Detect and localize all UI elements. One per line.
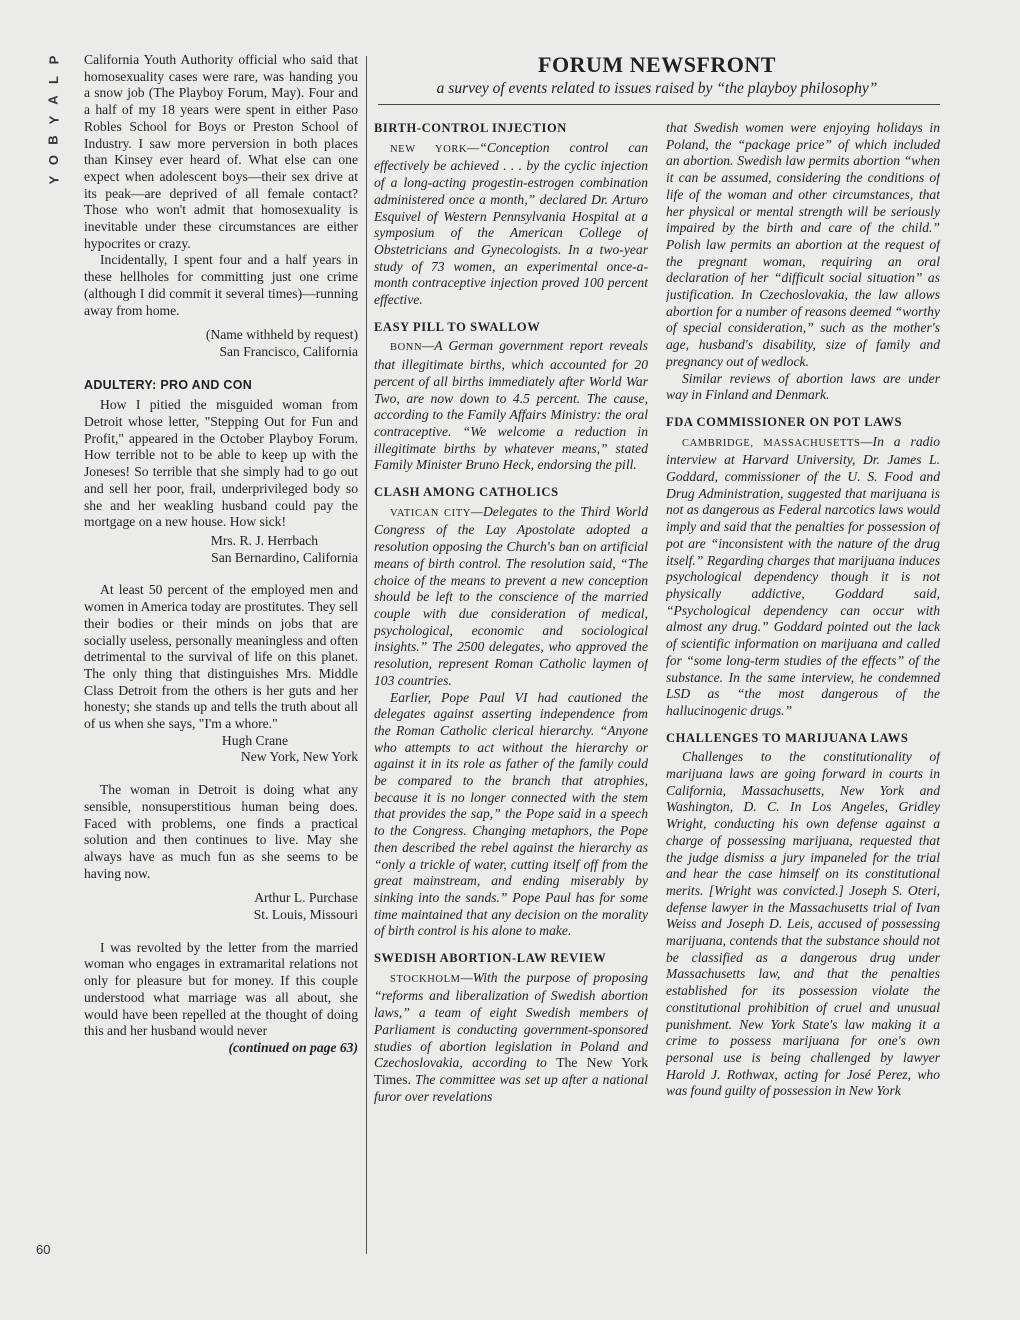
news-paragraph — [374, 140, 648, 309]
dateline: VATICAN CITY — [390, 507, 471, 519]
news-paragraph — [374, 504, 648, 690]
newsfront-subtitle: a survey of events related to issues raised by “the playboy philosophy” — [436, 80, 878, 97]
dateline: NEW YORK — [390, 143, 468, 155]
news-paragraph: Challenges to the constitutionality of marijuana laws are going forward in courts in California, Massachusetts, New York and Washington, D. C. In Los Angeles, Gridley Wright, conducting his own defense against a charge of possessing marijuana, requested that the judge dismiss a jury impaneled for the trial and hear the case himself on its constitutional merits. [Wright was convicted.] Joseph S. Oteri, defense lawyer in the Massachusetts trial of Ivan Weiss and Joseph D. Leis, accused of possessing marijuana, contends that the substance should not be classified as a dangerous drug under Massachusetts law, and that the penalties established for its possession violate the constitutional prohibition of cruel and unusual punishment. New York State's law making it a crime to possess marijuana for one's own personal use is being challenged by lawyer Harold J. Rothwax, acting for José Perez, who was found guilty of possession in New York — [666, 749, 940, 1099]
news-heading: SWEDISH ABORTION-LAW REVIEW — [374, 951, 607, 966]
side-letter: A — [45, 95, 61, 105]
news-heading: CLASH AMONG CATHOLICS — [374, 485, 559, 500]
dateline: STOCKHOLM — [390, 973, 461, 985]
news-paragraph: Earlier, Pope Paul VI had cautioned the delegates against asserting independence from the Roman Catholic clerical hierarchy. “Anyone who attempts to act without the hierarchy or against it in its role as father of the family could be compared to the branch that atrophies, because it is no longer connected with the stem that provides the sap,” the Pope said in a speech to the Congress. Changing metaphors, the Pope then described the rebel against the hierarchy as “only a trickle of water, cutting itself off from the great mainstream, and ending miserably by sinking into the sands.” Pope Paul has for some time maintained that any decision on the morality of birth control is his alone to make. — [374, 689, 648, 939]
news-text: —In a radio interview at Harvard University, Dr. James L. Goddard, commissioner of the U. S. Food and Drug Administration, suggested that marijuana is not as dangerous as Federal narcotics laws would imply and said that the penalties for possession of pot are “inconsistent with the nature of the drug itself.” Regarding charges that marijuana induces psychological dependency though it is not physically addictive, Goddard said, “Psychological dependency can occur with almost any drug.” Goddard pointed out the lack of scientific information on marijuana and called for “some long-term studies of the effects” of the substance. In the same interview, he condemned LSD as “the most dangerous of the hallucinogenic drugs.” — [666, 433, 940, 718]
dateline: BONN — [390, 342, 423, 354]
side-letter: Y — [45, 115, 61, 125]
news-paragraph: Similar reviews of abortion laws are under way in Finland and Denmark. — [666, 370, 940, 403]
news-heading: CHALLENGES TO MARIJUANA LAWS — [666, 730, 909, 745]
news-paragraph — [666, 434, 940, 720]
signature-place: New York, New York — [240, 749, 358, 765]
news-column-left — [374, 120, 648, 1260]
news-text: —Delegates to the Third World Congress of the Lay Apostolate adopted a resolution opposing the Church's ban on artificial means of birth control. The resolution said, “The choice of the means to prevent a new conception should be left to the conscience of the married couple with due consideration of medical, psychological, economic and sociological insights.” The 2500 delegates, who approved the resolution, represent Roman Catholic laymen of 103 countries. — [374, 503, 648, 688]
letter-paragraph: Incidentally, I spent four and a half years in these hellholes for committing just one crime (although I did commit it several times)—running away from home. — [84, 252, 358, 318]
news-text: The committee was set up after a national furor over revelations — [374, 1071, 648, 1104]
side-letter: P — [45, 55, 61, 65]
news-paragraph — [374, 970, 648, 1106]
letters-column — [84, 52, 358, 1262]
newspaper-name: The New York Times. — [374, 1055, 648, 1087]
news-paragraph — [374, 338, 648, 474]
news-heading: BIRTH-CONTROL INJECTION — [374, 121, 567, 135]
signature-place: St. Louis, Missouri — [253, 907, 358, 923]
dateline: CAMBRIDGE, MASSACHUSETTS — [682, 437, 861, 449]
news-heading: FDA COMMISSIONER ON POT LAWS — [666, 414, 903, 429]
news-column-right — [666, 120, 940, 1260]
continued-note: (continued on page 63) — [228, 1039, 358, 1055]
letter-paragraph: At least 50 percent of the employed men and women in America today are prostitutes. They sell their bodies or their minds on jobs that are socially useless, personally meaningless and often detrimental to the survival of life on this planet. The only thing that distinguishes Mrs. Middle Class Detroit from the others is her guts and her honesty; she stands up and tells the truth about all of us when she says, "I'm a whore." — [84, 582, 358, 732]
signature-name: Arthur L. Purchase — [254, 890, 358, 906]
side-label — [42, 50, 66, 190]
news-text: —“Conception control can effectively be achieved . . . by the cyclic injection of a long-acting progestin-estrogen combination administered once a month,” declared Dr. Arturo Esquivel of Western Pennsylvania Hospital at a symposium of the American College of Obstetricians and Gynecologists. In a two-year study of 73 women, an experimental once-a-month contraceptive injection proved 100 percent effective. — [374, 139, 648, 308]
column-divider — [366, 56, 367, 1254]
page-number: 60 — [36, 1242, 51, 1257]
letter-paragraph: I was revolted by the letter from the married woman who engages in extramarital relations not only for pleasure but for money. If this couple understood what marriage was all about, she would have been repelled at the thought of doing this and her husband would never — [84, 939, 358, 1039]
side-letter: Y — [45, 175, 61, 185]
news-text: —A German government report reveals that illegitimate births, which accounted for 20 percent of all births immediately after World War Two, are now down to 4.5 percent. The cause, according to the Family Affairs Ministry: the oral contraceptive. “We welcome a reduction in illegitimate births by whatever means,” stated Family Minister Bruno Heck, endorsing the pill. — [374, 338, 648, 473]
letter-paragraph: California Youth Authority official who said that homosexuality cases were rare, was handing you a snow job (The Playboy Forum, May). Four and a half of my 18 years were spent in either Paso Robles School for Boys or Preston School of Industry. I saw more perversion in both places than Kinsey ever heard of. What else can one expect when adolescent boys—their sex drive at its peak—are deprived of all female contact? Those who won't admit that homosexuality is inevitable under these circumstances are either hypocrites or crazy. — [84, 52, 358, 251]
signature-place: San Francisco, California — [219, 343, 358, 359]
signature-name: (Name withheld by request) — [205, 327, 358, 343]
side-letter: L — [45, 76, 61, 84]
signature-place: San Bernardino, California — [211, 549, 358, 565]
letter-paragraph: The woman in Detroit is doing what any sensible, nonsuperstitious human being does. Faced with problems, one finds a practical solution and then continues to live. May she always have as much fun as she seems to be having now. — [84, 782, 358, 881]
news-text: —With the purpose of proposing “reforms and liberalization of Swedish abortion laws,” a team of eight Swedish members of Parliament is conducting government-sponsored studies of abortion legislation in Poland and Czechoslovakia, according to — [374, 969, 648, 1071]
section-heading: ADULTERY: PRO AND CON — [84, 377, 253, 392]
news-paragraph: that Swedish women were enjoying holidays in Poland, the “package price” of which included an abortion. Swedish law permits abortion “when it can be assumed, considering the conditions of life of the woman and other circumstances, that her physical or mental strength will be seriously impaired by the birth and care of the child.” Polish law permits an abortion at the request of the pregnant woman, requiring an oral declaration of her “difficult social situation” as justification. In Czechoslovakia, the law allows abortion for a number of reasons deemed “worthy of special consideration,” such as the mother's age, husband's disability, size of family and pregnancy out of wedlock. — [666, 120, 940, 369]
side-letter: O — [46, 154, 61, 166]
letter-paragraph: How I pitied the misguided woman from Detroit whose letter, "Stepping Out for Fun and Profit," appeared in the October Playboy Forum. How terrible not to be able to keep up with the Joneses! So terrible that she simply had to go out and sell her poor, frail, underprivileged body so she and her weakling husband could pay the mortgage on a new house. How sick! — [84, 397, 358, 530]
newsfront-title: FORUM NEWSFRONT — [538, 52, 776, 77]
side-letter: B — [45, 135, 61, 145]
signature-name: Mrs. R. J. Herrbach — [210, 532, 318, 548]
signature-name: Hugh Crane — [221, 732, 288, 748]
header-rule — [378, 104, 940, 105]
news-heading: EASY PILL TO SWALLOW — [374, 319, 541, 334]
